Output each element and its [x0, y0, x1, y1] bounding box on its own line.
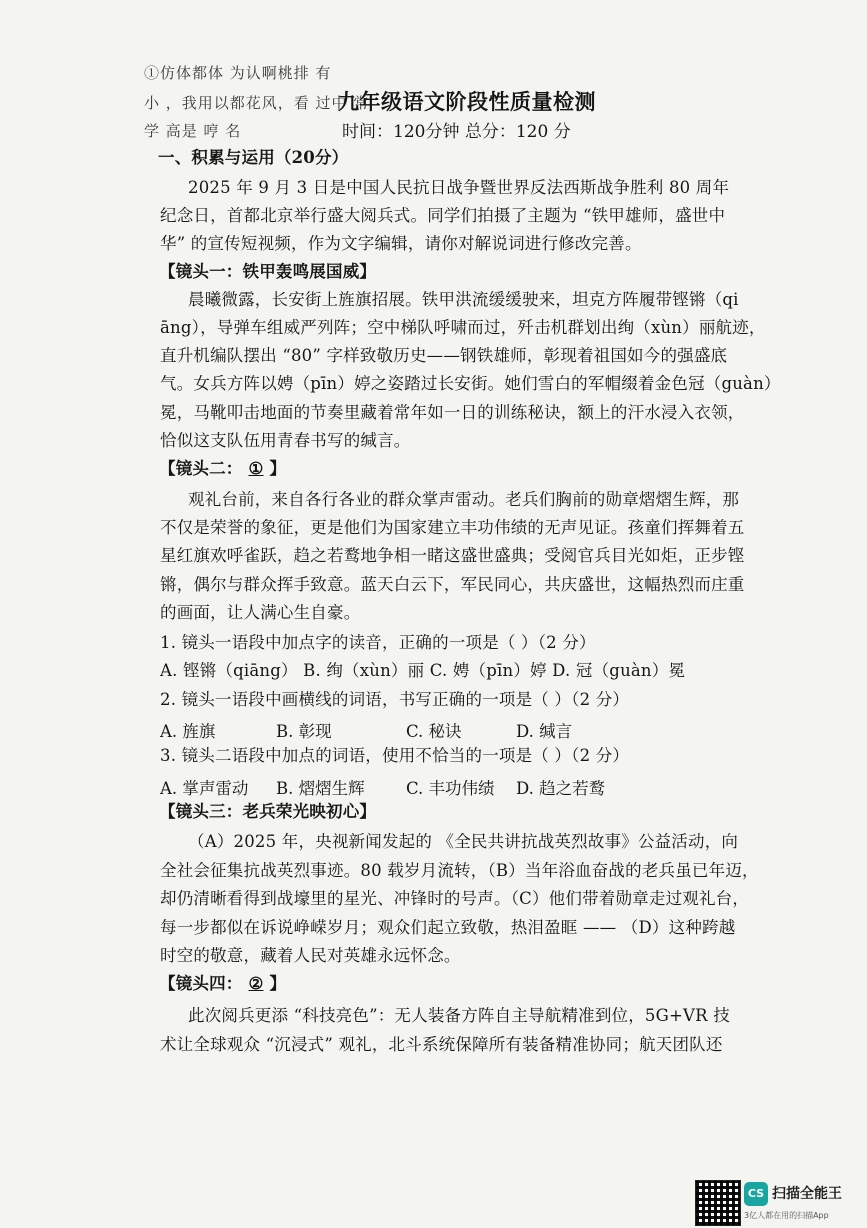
q3-option-a: A. 掌声雷动	[160, 779, 249, 798]
q3-option-c: C. 丰功伟绩	[406, 779, 495, 798]
time-score: 时间：120分钟 总分：120 分	[342, 122, 571, 142]
shot2-heading-suffix: 】	[269, 459, 287, 478]
q2-option-b: B. 彰现	[276, 722, 332, 741]
shot2-line: 不仅是荣誉的象征，更是他们为国家建立丰功伟绩的无声见证。孩童们挥舞着五	[160, 518, 745, 537]
q3-option-d: D. 趋之若鹜	[516, 779, 606, 798]
q2-option-a: A. 旌旗	[160, 722, 216, 741]
question-3: 3. 镜头二语段中加点的词语，使用不恰当的一项是（ ）（2 分）	[160, 746, 630, 765]
intro-line: 华” 的宣传短视频，作为文字编辑，请你对解说词进行修改完善。	[160, 234, 642, 253]
camscanner-app-name: 扫描全能王	[772, 1186, 842, 1202]
shot1-line: 冕，马靴叩击地面的节奏里藏着常年如一日的训练秘诀，额上的汗水浸入衣领，	[160, 403, 745, 422]
shot4-line: 术让全球观众 “沉浸式” 观礼，北斗系统保障所有装备精准协同；航天团队还	[160, 1035, 723, 1054]
shot2-heading	[159, 459, 286, 479]
shot3-heading: 【镜头三：老兵荣光映初心】	[159, 802, 377, 821]
shot1-heading: 【镜头一：铁甲轰鸣展国威】	[159, 262, 377, 281]
q3-option-b: B. 熠熠生辉	[276, 779, 365, 798]
intro-line: 2025 年 9 月 3 日是中国人民抗日战争暨世界反法西斯战争胜利 80 周年	[188, 178, 730, 197]
question-1-options: A. 铿锵（qiāng） B. 绚（xùn）丽 C. 娉（pīn）婷 D. 冠（guàn）冕	[160, 661, 686, 680]
intro-line: 纪念日，首都北京举行盛大阅兵式。同学们拍摄了主题为 “铁甲雄师，盛世中	[160, 206, 726, 225]
shot2-line: 锵，偶尔与群众挥手致意。蓝天白云下，军民同心，共庆盛世，这幅热烈而庄重	[160, 575, 745, 594]
shot2-line: 的画面，让人满心生自豪。	[160, 603, 361, 622]
shot4-heading	[159, 974, 286, 994]
shot4-heading-suffix: 】	[269, 974, 287, 993]
shot4-line: 此次阅兵更添 “科技亮色”：无人装备方阵自主导航精准到位，5G+VR 技	[188, 1006, 730, 1025]
q2-option-c: C. 秘诀	[406, 722, 462, 741]
shot1-line: āng），导弹车组威严列阵；空中梯队呼啸而过，歼击机群划出绚（xùn）丽航迹，	[160, 318, 766, 337]
shot2-heading-prefix: 【镜头二：	[159, 459, 243, 478]
question-1: 1. 镜头一语段中加点字的读音，正确的一项是（ ）（2 分）	[160, 633, 596, 652]
camscanner-slogan: 3亿人都在用的扫描App	[744, 1211, 829, 1220]
shot3-line: （A）2025 年，央视新闻发起的 《全民共讲抗战英烈故事》公益活动，向	[188, 832, 739, 851]
header-noise-line3: 学 高是 哼 名	[144, 122, 242, 140]
exam-title: 九年级语文阶段性质量检测	[338, 89, 596, 114]
shot1-line: 直升机编队摆出 “80” 字样致敬历史——钢铁雄师，彰现着祖国如今的强盛底	[160, 346, 728, 365]
camscanner-logo-icon: CS	[744, 1182, 768, 1206]
shot2-line: 星红旗欢呼雀跃，趋之若鹜地争相一睹这盛世盛典；受阅官兵目光如炬，正步铿	[160, 546, 745, 565]
section1-heading: 一、积累与运用（20分）	[158, 148, 349, 167]
header-noise-line1: ①仿体都体 为认啊桃排 有	[144, 64, 332, 82]
blank-1: ①	[248, 459, 264, 478]
blank-2: ②	[248, 974, 264, 993]
q2-option-d: D. 缄言	[516, 722, 573, 741]
shot4-heading-prefix: 【镜头四：	[159, 974, 243, 993]
header-noise-line2: 小 ，我用以都花风，看 过中 常	[144, 94, 370, 112]
shot1-line: 晨曦微露，长安街上旌旗招展。铁甲洪流缓缓驶来，坦克方阵履带铿锵（qi	[188, 290, 739, 309]
shot3-line: 全社会征集抗战英烈事迹。80 载岁月流转，（B）当年浴血奋战的老兵虽已年迈，	[160, 861, 759, 880]
qr-code-icon	[695, 1180, 741, 1226]
shot3-line: 却仍清晰看得到战壕里的星光、冲锋时的号声。（C）他们带着勋章走过观礼台，	[160, 889, 750, 908]
shot1-line: 恰似这支队伍用青春书写的缄言。	[160, 431, 411, 450]
shot3-line: 时空的敬意，藏着人民对英雄永远怀念。	[160, 946, 461, 965]
shot1-line: 气。女兵方阵以娉（pīn）婷之姿踏过长安街。她们雪白的军帽缀着金色冠（guàn）	[160, 374, 781, 393]
shot2-line: 观礼台前，来自各行各业的群众掌声雷动。老兵们胸前的勋章熠熠生辉，那	[188, 490, 740, 509]
shot3-line: 每一步都似在诉说峥嵘岁月；观众们起立致敬，热泪盈眶 —— （D）这种跨越	[160, 918, 736, 937]
question-2: 2. 镜头一语段中画横线的词语，书写正确的一项是（ ）（2 分）	[160, 690, 630, 709]
